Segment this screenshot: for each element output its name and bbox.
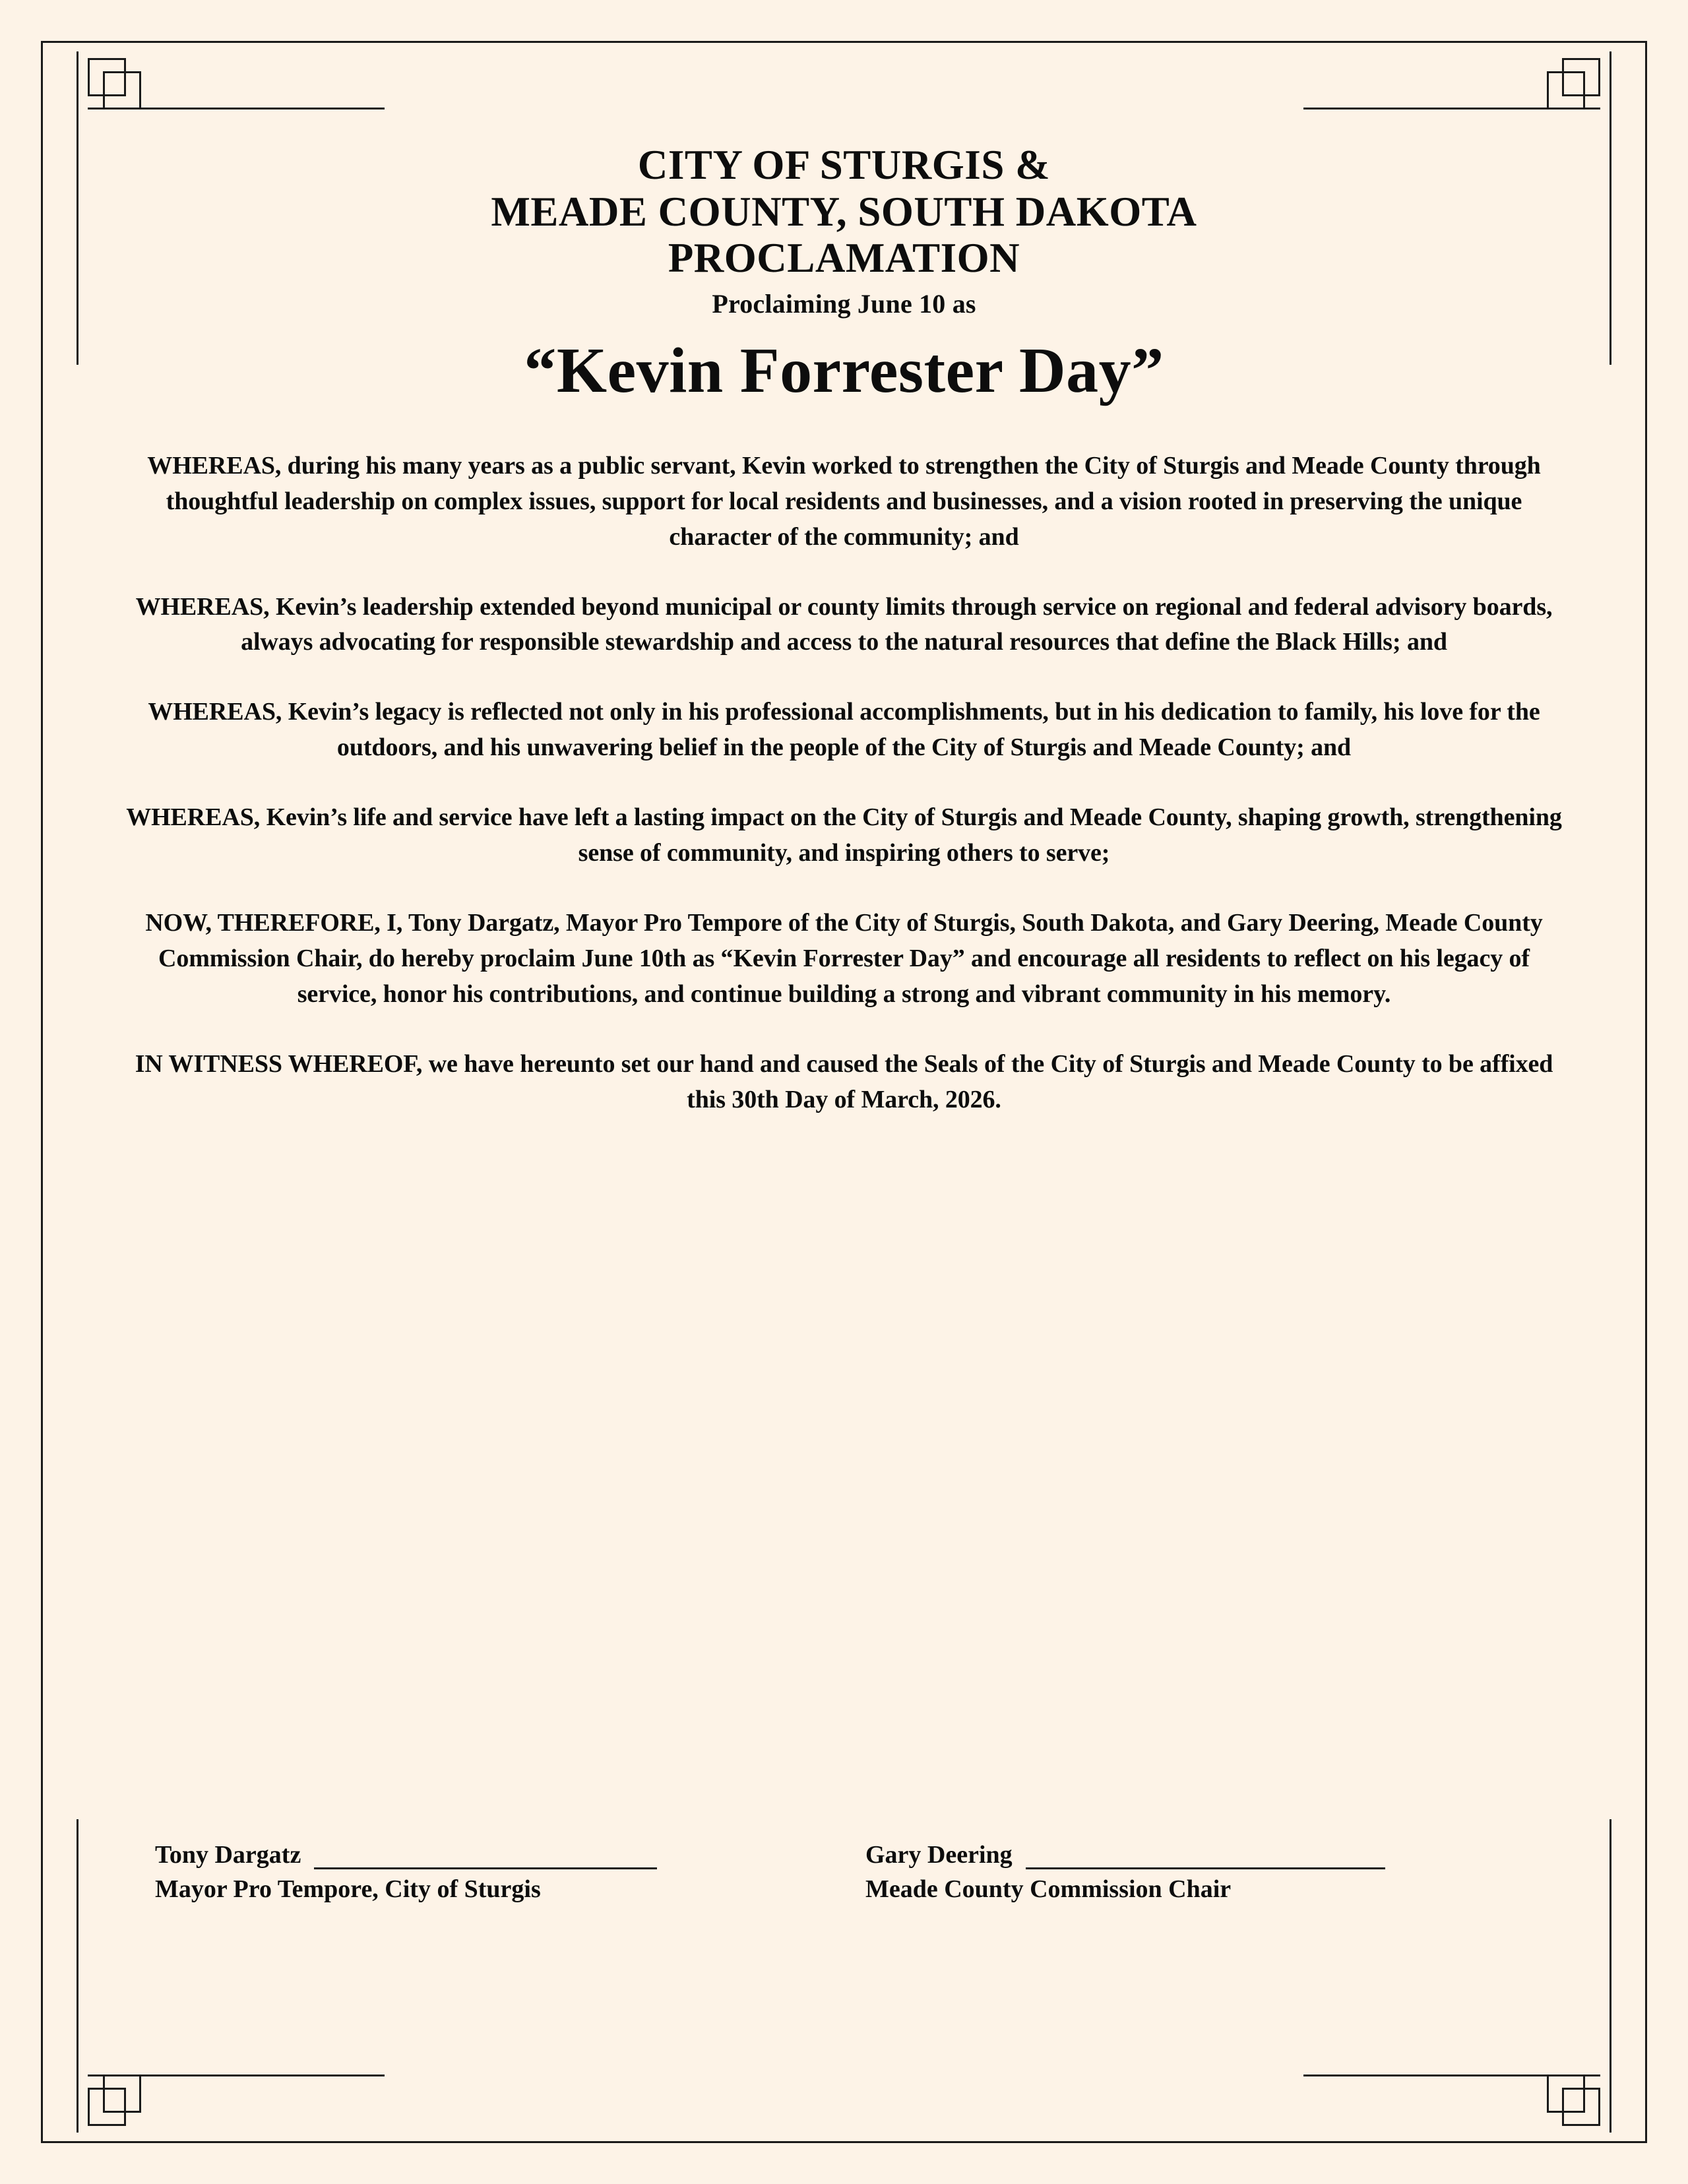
rule-top-right xyxy=(1303,108,1600,109)
signature-column-left xyxy=(155,1840,865,1904)
whereas-paragraph-3: WHEREAS, Kevin’s legacy is reflected not only in his professional accomplishments, but in his dedication to family, his love for the outdoors, and his unwavering belief in the people of the City of Sturgis and Meade County; and xyxy=(148,698,1540,762)
proclamation-body xyxy=(112,449,1576,1118)
witness-whereof-paragraph: IN WITNESS WHEREOF, we have hereunto set our hand and caused the Seals of the City of Sturgis and Meade County to be affixed this 30th Day of March, 2026. xyxy=(135,1050,1553,1114)
whereas-paragraph-1: WHEREAS, during his many years as a public servant, Kevin worked to strengthen the City of Sturgis and Meade County through thoughtful leadership on complex issues, support for local residents and businesses, and a vision rooted in preserving the unique character of the community; and xyxy=(147,451,1541,551)
signatory-name-right: Gary Deering xyxy=(865,1841,1013,1869)
corner-ornament-bottom-left xyxy=(51,1991,210,2133)
proclamation-subtitle: Proclaiming June 10 as xyxy=(712,288,976,319)
signature-line-right[interactable] xyxy=(1026,1842,1385,1869)
signature-line-left[interactable] xyxy=(314,1842,657,1869)
rule-top-left xyxy=(88,108,385,109)
now-therefore-paragraph: NOW, THEREFORE, I, Tony Dargatz, Mayor Pro Tempore of the City of Sturgis, South Dakota, and Gary Deering, Meade County Commission Chair, do hereby proclaim June 10th as “Kevin Forrester Day” and encourage all residents to reflect on his legacy of service, honor his contributions, and continue building a strong and vibrant community in his memory. xyxy=(145,909,1543,1009)
title-line-2: MEADE COUNTY, SOUTH DAKOTA xyxy=(491,188,1197,235)
signature-block xyxy=(155,1840,1576,1904)
signature-column-right xyxy=(865,1840,1576,1904)
rule-right-bottom xyxy=(1610,1819,1611,2096)
whereas-paragraph-2: WHEREAS, Kevin’s leadership extended beyond municipal or county limits through service on regional and federal advisory boards, always advocating for responsible stewardship and access to the natural resources that define the Black Hills; and xyxy=(135,592,1553,656)
rule-bottom-right xyxy=(1303,2075,1600,2076)
signature-row-right xyxy=(865,1840,1576,1869)
signatory-role-right: Meade County Commission Chair xyxy=(865,1875,1232,1903)
signature-row-left xyxy=(155,1840,865,1869)
rule-bottom-left xyxy=(88,2075,385,2076)
title-line-1: CITY OF STURGIS & xyxy=(637,142,1051,188)
corner-ornament-bottom-right xyxy=(1478,1991,1637,2133)
whereas-paragraph-4: WHEREAS, Kevin’s life and service have left a lasting impact on the City of Sturgis and Meade County, shaping growth, strengthening sense of community, and inspiring others to serve; xyxy=(126,803,1562,867)
rule-left-bottom xyxy=(77,1819,78,2096)
title-line-3: PROCLAMATION xyxy=(668,235,1020,282)
honoree-title: “Kevin Forrester Day” xyxy=(524,334,1164,406)
proclamation-content xyxy=(112,142,1576,1118)
rule-right-top xyxy=(1610,88,1611,365)
signatory-role-left: Mayor Pro Tempore, City of Sturgis xyxy=(155,1875,541,1903)
signatory-name-left: Tony Dargatz xyxy=(155,1841,301,1869)
rule-left-top xyxy=(77,88,78,365)
